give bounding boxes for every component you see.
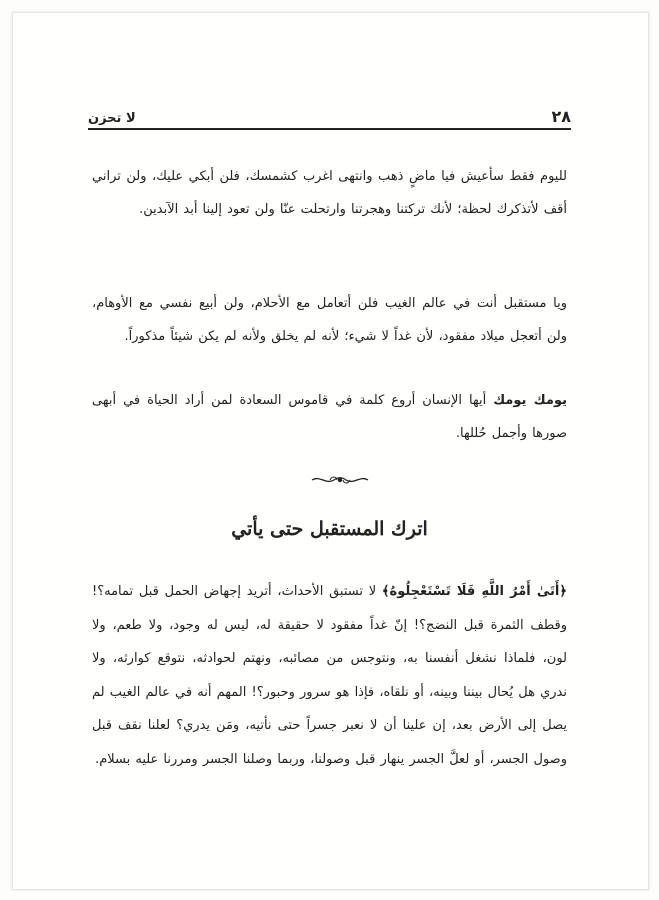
ornament-divider-icon [310,472,370,488]
paragraph-1: لليوم فقط سأعيش فيا ماضٍ ذهب وانتهى اغرب كشمسك، فلن أبكي عليك، ولن تراني أقف لأتذكرك لحظة؛ لأنك تركتنا وهجرتنا وارتحلت عنّا ولن تعود إلينا أبد الآبدين. [92,169,567,217]
paragraph-3-lead: يومك يومك [493,393,567,408]
section-title: اترك المستقبل حتى يأتي [231,518,428,540]
book-title: لا تحزن [88,111,136,126]
quran-verse: ﴿أَتَىٰ أَمْرُ اللَّهِ فَلَا تَسْتَعْجِلُوهُ﴾ [381,584,567,599]
running-header [88,100,571,130]
paragraph-3 [92,384,567,450]
paragraph-3-text: أيها الإنسان أروع كلمة في قاموس السعادة لمن أراد الحياة في أبهى صورها وأجمل حُللها. [92,393,567,441]
page-number: ٢٨ [551,107,571,126]
paragraph-4-text: لا تستبق الأحداث، أتريد إجهاض الحمل قبل تمامه؟! وقطف الثمرة قبل النضج؟! إنّ غداً مفقود لا حقيقة له، ليس له وجود، ولا طعم، ولا لون، فلماذا نشغل أنفسنا به، ونتوجس من مصائبه، ونهتم لحوادثه، نتوقع كوارثه، ولا ندري هل يُحال بيننا وبينه، أو نلقاه، فإذا هو سرور وحبور؟! المهم أنه في عالم الغيب لم يصل إلى الأرض بعد، إن علينا أن لا نعبر جسراً حتى نأتيه، ومَن يدري؟ لعلنا نقف قبل وصول الجسر، أو لعلَّ الجسر ينهار قبل وصولنا، وربما وصلنا الجسر ومررنا عليه بسلام. [92,584,567,767]
paragraph-4 [92,575,567,776]
paragraph-2: ويا مستقبل أنت في عالم الغيب فلن أتعامل مع الأحلام، ولن أبيع نفسي مع الأوهام، ولن أتعجل ميلاد مفقود، لأن غداً لا شيء؛ لأنه لم يخلق ولأنه لم يكن شيئاً مذكوراً. [92,296,567,344]
